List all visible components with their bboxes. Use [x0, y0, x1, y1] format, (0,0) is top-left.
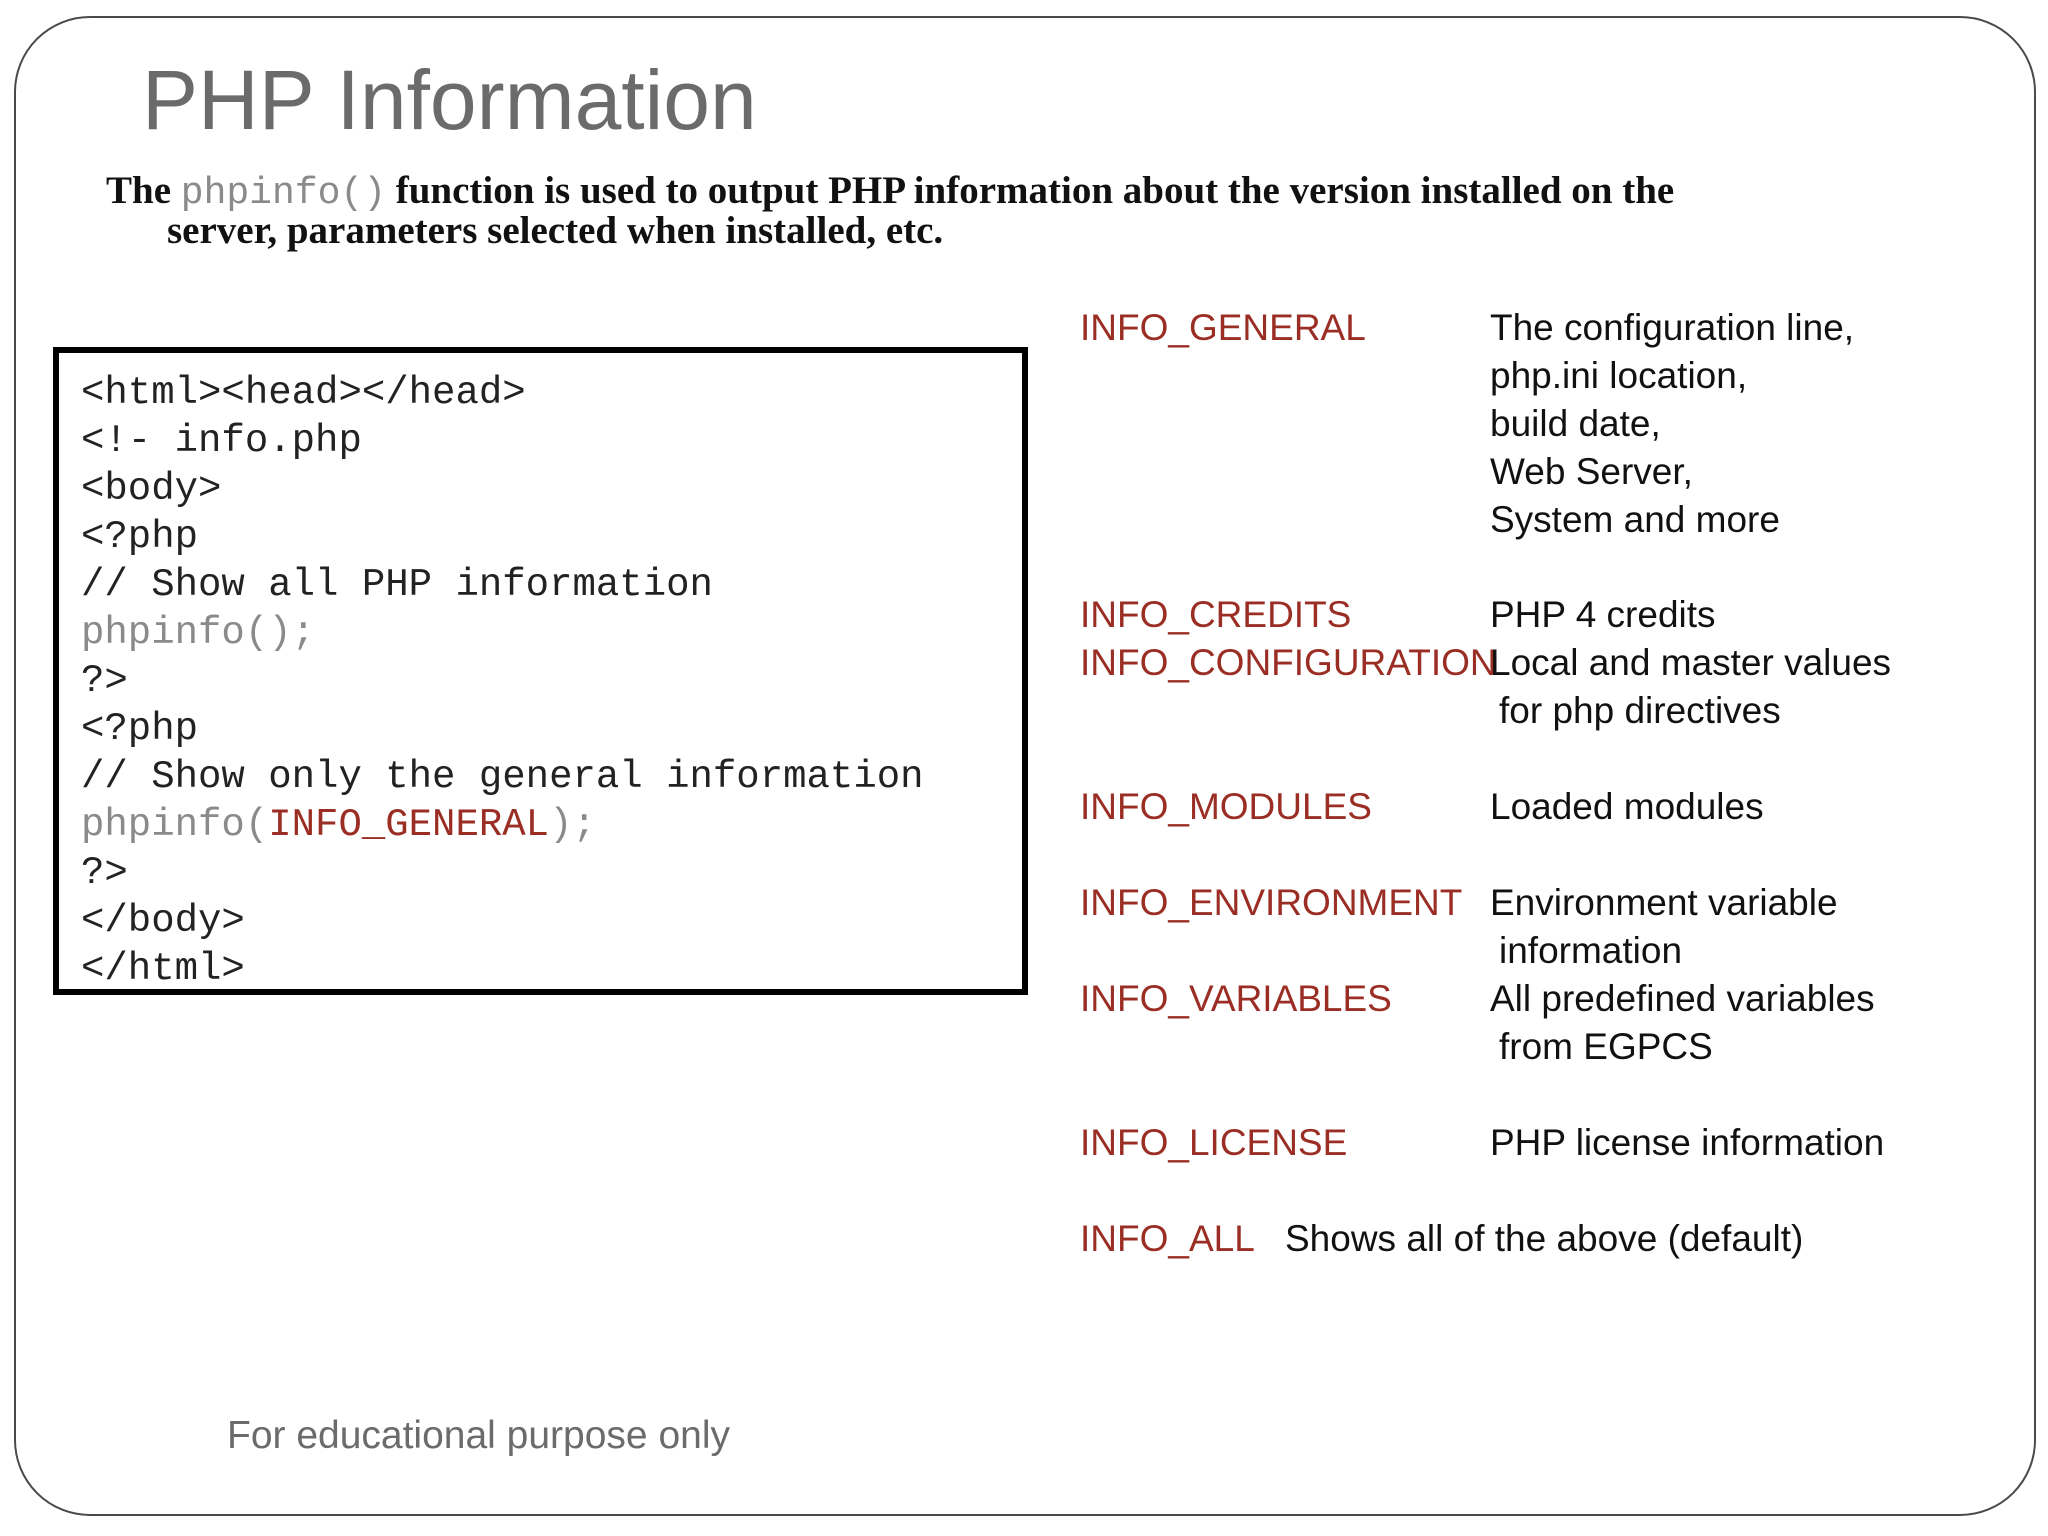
- description-line: Shows all of the above (default): [1285, 1218, 1804, 1259]
- description-line: php.ini location,: [1490, 355, 1748, 396]
- constant-description: [1490, 304, 1854, 544]
- footer-note: For educational purpose only: [227, 1414, 730, 1457]
- code-line: // Show all PHP information: [81, 563, 713, 607]
- constant-name: INFO_GENERAL: [1080, 307, 1366, 348]
- code-line: [81, 609, 315, 657]
- constant-description: [1490, 975, 1875, 1071]
- code-line: <body>: [81, 467, 222, 511]
- code-function-call-end: );: [549, 803, 596, 847]
- code-line: </body>: [81, 899, 245, 943]
- intro-line-2: server, parameters selected when installed, etc.: [167, 209, 944, 252]
- description-line: The configuration line,: [1490, 307, 1855, 348]
- description-line: from EGPCS: [1499, 1026, 1713, 1067]
- intro-line-1: [106, 169, 1886, 215]
- intro-function-name: phpinfo(): [180, 172, 386, 215]
- description-line: PHP 4 credits: [1490, 594, 1716, 635]
- constant-description: [1285, 1215, 1803, 1263]
- constant-description: [1490, 783, 1764, 831]
- constant-name: INFO_CREDITS: [1080, 594, 1352, 635]
- description-line: PHP license information: [1490, 1122, 1885, 1163]
- description-line: Environment variable: [1490, 882, 1838, 923]
- code-line: <!- info.php: [81, 419, 362, 463]
- description-line: Loaded modules: [1490, 786, 1764, 827]
- description-line: Web Server,: [1490, 451, 1693, 492]
- code-example-box: [53, 347, 1028, 995]
- slide-title: PHP Information: [142, 53, 757, 147]
- constant-name: INFO_VARIABLES: [1080, 978, 1392, 1019]
- code-line: <html><head></head>: [81, 371, 526, 415]
- constant-name: INFO_ENVIRONMENT: [1080, 882, 1463, 923]
- description-line: Local and master values: [1490, 642, 1892, 683]
- description-line: All predefined variables: [1490, 978, 1875, 1019]
- intro-line-1-rest: function is used to output PHP information about the version installed on the: [395, 169, 1675, 212]
- code-function-call: phpinfo();: [81, 611, 316, 655]
- description-line: build date,: [1490, 403, 1661, 444]
- code-line: [81, 801, 596, 849]
- description-line: for php directives: [1499, 690, 1781, 731]
- intro-prefix: The: [106, 169, 172, 212]
- constant-description: [1490, 1119, 1884, 1167]
- code-constant: INFO_GENERAL: [268, 803, 550, 847]
- code-function-call: phpinfo(: [81, 803, 269, 847]
- constant-description: [1490, 879, 1838, 975]
- intro-paragraph: [106, 169, 1886, 252]
- code-line: </html>: [81, 947, 245, 991]
- constant-name: INFO_LICENSE: [1080, 1122, 1348, 1163]
- constant-name: INFO_MODULES: [1080, 786, 1372, 827]
- code-line: ?>: [81, 851, 128, 895]
- code-line: <?php: [81, 515, 199, 559]
- code-line: ?>: [81, 659, 128, 703]
- code-line: // Show only the general information: [81, 755, 924, 799]
- constant-name: INFO_ALL: [1080, 1218, 1255, 1259]
- code-line: <?php: [81, 707, 199, 751]
- description-line: System and more: [1490, 499, 1780, 540]
- description-line: information: [1499, 930, 1683, 971]
- constant-description: [1490, 591, 1716, 639]
- constant-name: INFO_CONFIGURATION: [1080, 642, 1497, 683]
- constant-description: [1490, 639, 1891, 735]
